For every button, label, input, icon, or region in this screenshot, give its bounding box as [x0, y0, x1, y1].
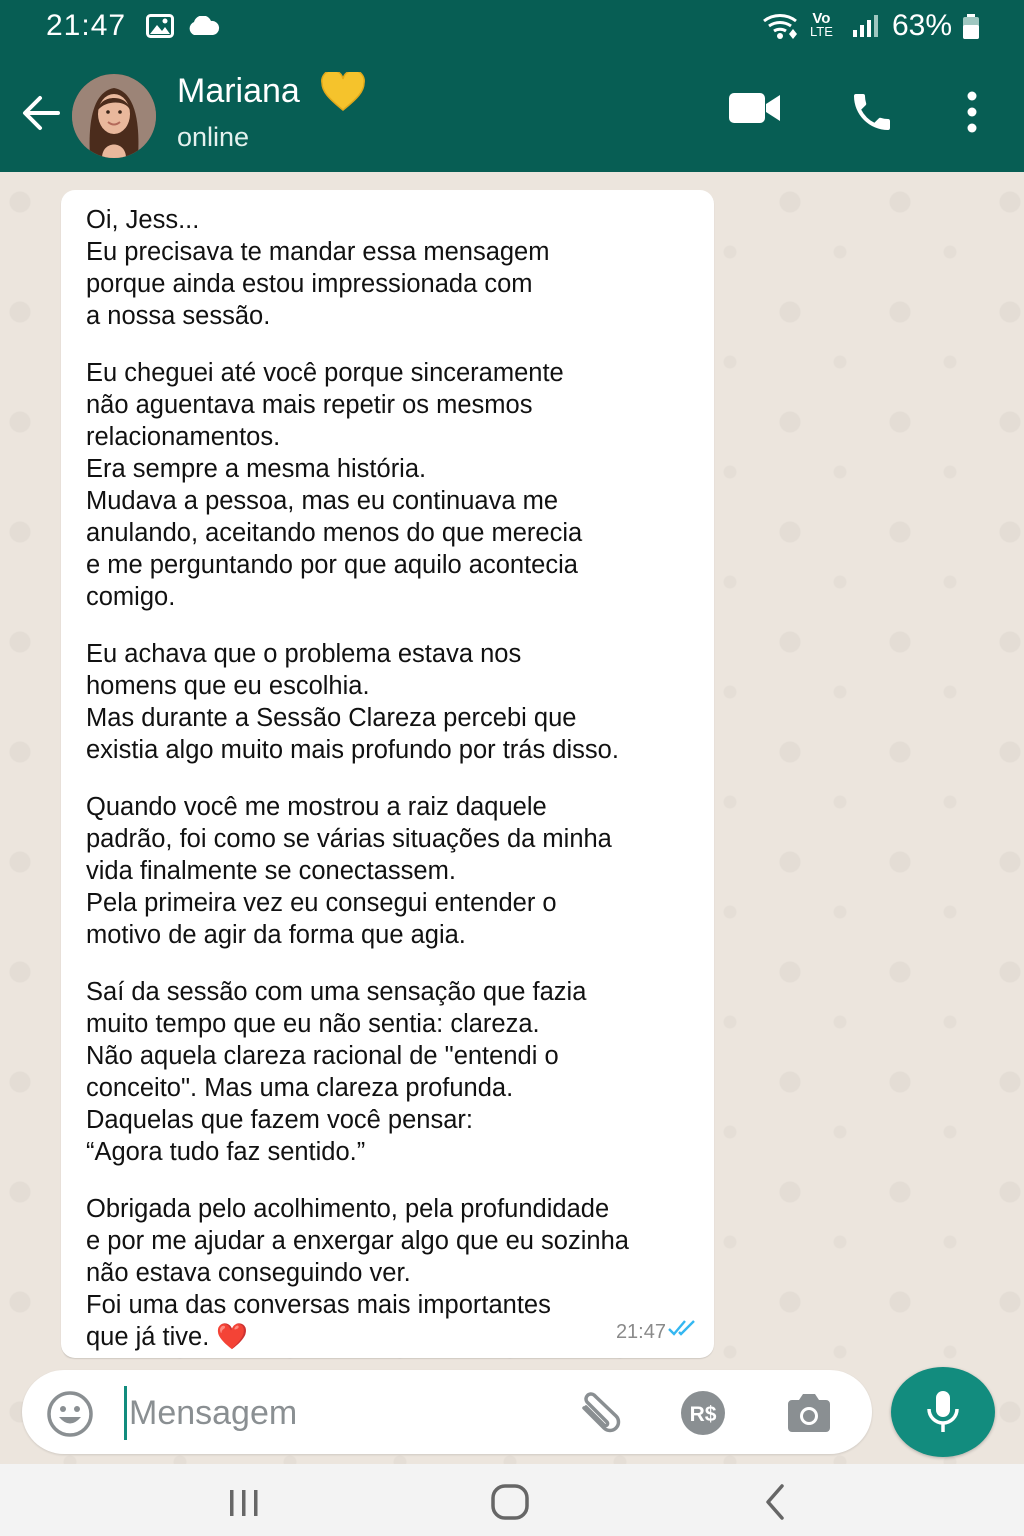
system-back-icon[interactable]: [756, 1482, 806, 1522]
back-arrow-icon[interactable]: [20, 92, 62, 134]
message-timestamp: 21:47: [615, 1321, 666, 1343]
message-paragraph: Saí da sessão com uma sensação que fazia muito tempo que eu não sentia: clareza. Não aquela clareza racional de "entendi o conceito". Mas uma clareza profunda. Daquelas que fazem você pensar: “Agora tudo faz sentido.”: [86, 978, 587, 1166]
contact-avatar[interactable]: [72, 74, 156, 158]
cloud-notification-icon: [186, 16, 220, 41]
message-paragraph: Eu achava que o problema estava nos homens que eu escolhia. Mas durante a Sessão Clareza percebi que existia algo muito mais profundo por trás disso.: [86, 640, 619, 764]
message-paragraph: Oi, Jess... Eu precisava te mandar essa mensagem porque ainda estou impressionada com a nossa sessão.: [86, 206, 550, 330]
incoming-message-bubble[interactable]: [61, 190, 714, 1358]
home-icon[interactable]: [489, 1482, 539, 1522]
double-check-read-icon: [668, 1319, 698, 1342]
status-time: 21:47: [46, 9, 127, 42]
status-bar: [0, 0, 1024, 52]
gallery-notification-icon: [146, 14, 174, 43]
contact-status: online: [177, 122, 250, 152]
message-text: [86, 204, 696, 1378]
message-paragraph: Quando você me mostrou a raiz daquele padrão, foi como se várias situações da minha vida finalmente se conectassem. Pela primeira vez eu consegui entender o motivo de agir da forma que agia.: [86, 793, 612, 949]
system-navigation-bar: [0, 1464, 1024, 1536]
camera-icon[interactable]: [784, 1390, 834, 1436]
message-input[interactable]: [124, 1386, 571, 1440]
attachment-clip-icon[interactable]: [574, 1390, 624, 1436]
message-composer: [22, 1370, 872, 1454]
battery-percent: 63%: [892, 9, 953, 42]
volte-indicator: Vo LTE: [810, 10, 833, 39]
signal-icon: [852, 14, 880, 43]
chat-area[interactable]: [0, 172, 1024, 1464]
recent-apps-icon[interactable]: [224, 1482, 274, 1522]
battery-icon: [962, 14, 980, 45]
chat-header: [0, 52, 1024, 172]
yellow-heart-icon: [320, 72, 366, 117]
payment-icon[interactable]: [678, 1390, 728, 1436]
message-paragraph: Eu cheguei até você porque sinceramente não aguentava mais repetir os mesmos relacionamentos. Era sempre a mesma história. Mudava a pessoa, mas eu continuava me anulando, aceitando menos do que merecia e me perguntando por que aquilo acontecia comigo.: [86, 359, 583, 611]
contact-name[interactable]: Mariana: [177, 72, 300, 110]
more-options-icon[interactable]: [950, 88, 994, 138]
voice-message-button[interactable]: [891, 1367, 995, 1457]
wifi-icon: [762, 12, 802, 45]
voice-call-icon[interactable]: [848, 88, 908, 138]
emoji-icon[interactable]: [46, 1390, 94, 1438]
microphone-icon: [923, 1389, 963, 1440]
svg-text:R$: R$: [689, 1403, 717, 1426]
video-call-icon[interactable]: [728, 88, 788, 138]
message-paragraph: Obrigada pelo acolhimento, pela profundidade e por me ajudar a enxergar algo que eu sozinha não estava conseguindo ver. Foi uma das conversas mais importantes que já tive. ❤️: [86, 1195, 629, 1351]
